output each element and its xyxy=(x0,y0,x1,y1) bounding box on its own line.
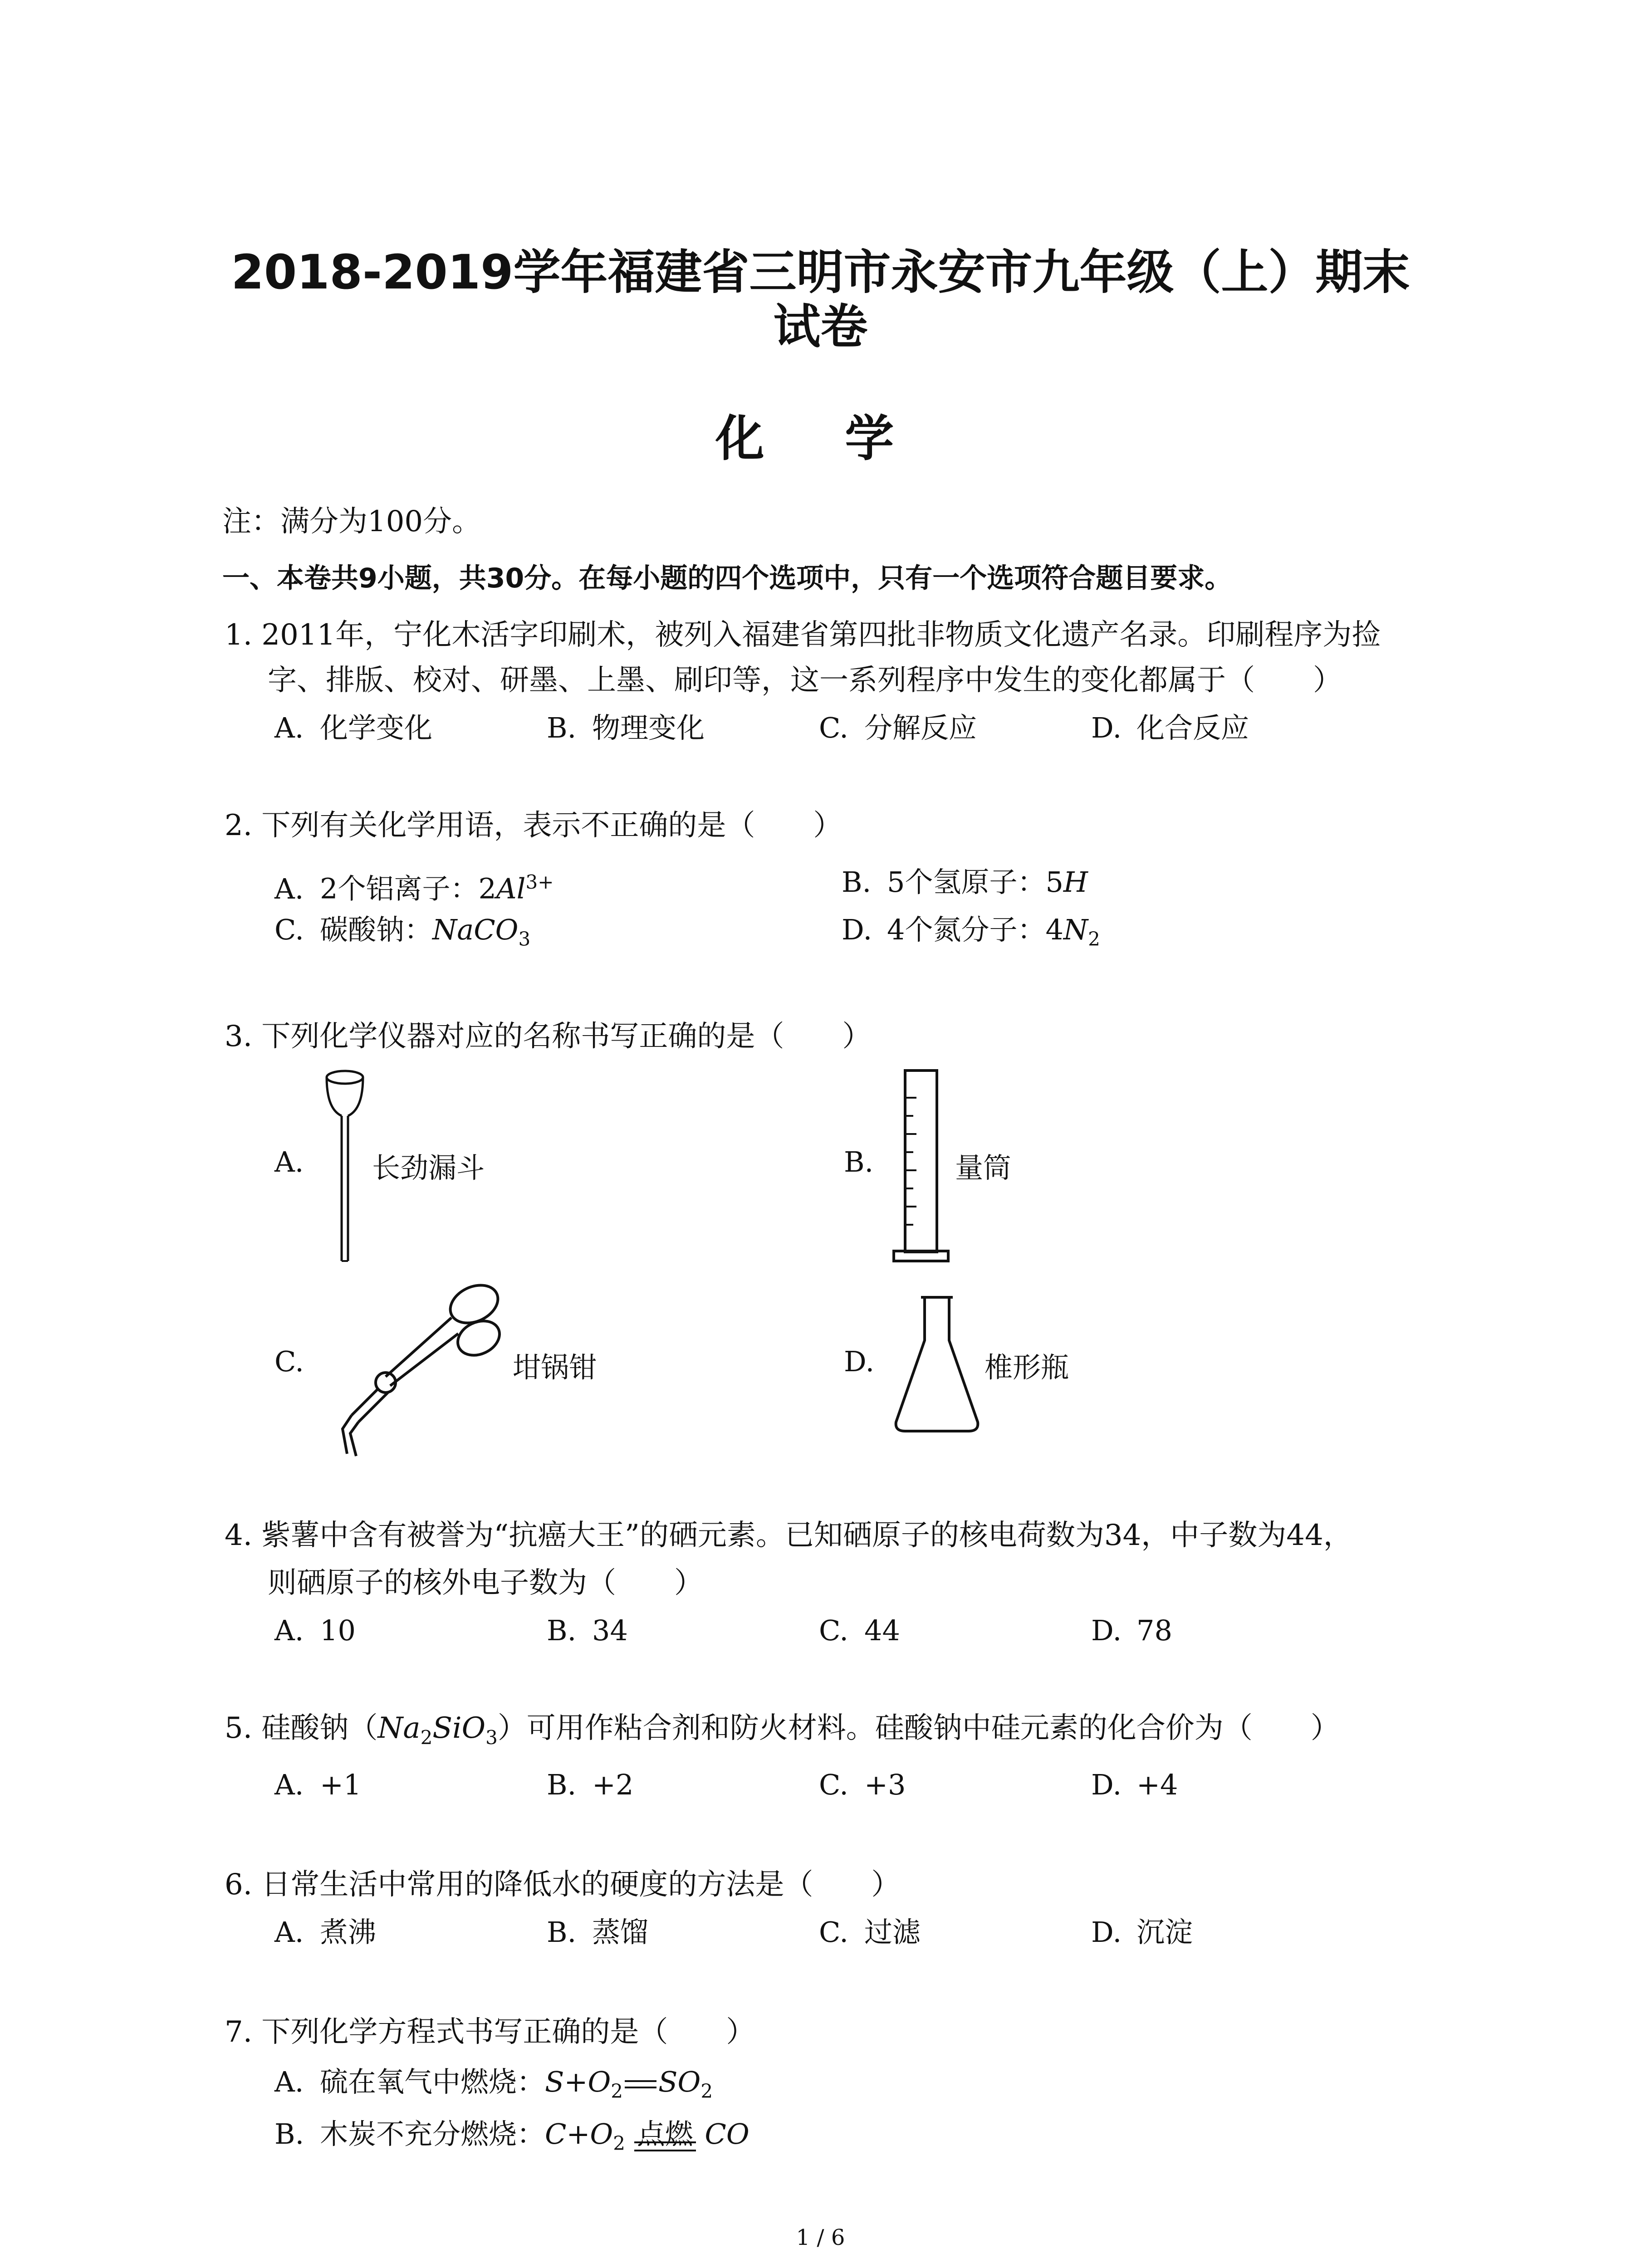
q2-b-formula: H xyxy=(1063,865,1088,899)
q2-option-b xyxy=(842,864,1088,900)
q2-d-formula: N xyxy=(1063,913,1088,946)
q7-a-eq-left-sub: 2 xyxy=(611,2080,623,2102)
q3-a-name: 长劲漏斗 xyxy=(372,1151,485,1184)
q2-a-text: 2个铝离子：2 xyxy=(320,872,496,905)
q4-option-b xyxy=(547,1613,628,1649)
q1-a-text: 化学变化 xyxy=(320,711,433,744)
equals-sign-icon xyxy=(625,2080,656,2088)
q5-formula-na: Na xyxy=(377,1711,421,1745)
q5-option-b xyxy=(547,1767,633,1803)
reaction-condition xyxy=(634,2116,696,2152)
q5-a-key: A. xyxy=(274,1768,304,1801)
q5-d-key: D. xyxy=(1091,1768,1122,1801)
q2-a-formula: Al xyxy=(496,872,526,905)
q4-b-key: B. xyxy=(547,1614,577,1647)
q6-option-b xyxy=(547,1914,648,1950)
q6-d-text: 沉淀 xyxy=(1136,1916,1193,1949)
q1-b-text: 物理变化 xyxy=(592,711,705,744)
q2-d-sub: 2 xyxy=(1088,928,1100,950)
q5-d-text: +4 xyxy=(1136,1768,1178,1801)
q2-stem: 2. 下列有关化学用语，表示不正确的是（ ） xyxy=(225,809,843,842)
q7-a-eq-left: S+O xyxy=(545,2065,611,2098)
q7-b-text: 木炭不充分燃烧： xyxy=(320,2117,545,2151)
q6-a-key: A. xyxy=(274,1916,304,1949)
q1-stem-line2: 字、排版、校对、研墨、上墨、刷印等，这一系列程序中发生的变化都属于（ ） xyxy=(268,664,1342,697)
page-number: 1 / 6 xyxy=(796,2225,845,2250)
q6-b-text: 蒸馏 xyxy=(592,1916,649,1949)
q7-b-condition: 点燃 xyxy=(637,2117,693,2151)
q4-stem-line1: 4. 紫薯中含有被誉为“抗癌大王”的硒元素。已知硒原子的核电荷数为34，中子数为44， xyxy=(225,1519,1352,1552)
q7-b-eq-left: C+O xyxy=(545,2117,613,2151)
q7-option-a xyxy=(274,2064,713,2109)
conical-flask-icon xyxy=(889,1293,985,1438)
q2-b-text: 5个氢原子：5 xyxy=(887,865,1063,899)
q1-stem-line1: 1. 2011年，宁化木活字印刷术，被列入福建省第四批非物质文化遗产名录。印刷程序为捡 xyxy=(225,618,1381,652)
q4-a-text: 10 xyxy=(320,1614,356,1647)
q2-d-key: D. xyxy=(842,913,872,946)
q5-b-key: B. xyxy=(547,1768,577,1801)
q2-d-text: 4个氮分子：4 xyxy=(887,913,1063,946)
score-note: 注：满分为100分。 xyxy=(222,505,481,538)
q1-option-a xyxy=(274,710,432,746)
q3-b-key: B. xyxy=(844,1145,874,1178)
q4-d-key: D. xyxy=(1091,1614,1122,1647)
double-underline-icon xyxy=(634,2141,696,2151)
q3-a-key: A. xyxy=(274,1145,304,1178)
q6-c-key: C. xyxy=(819,1916,848,1949)
q4-option-a xyxy=(274,1613,356,1649)
q4-b-text: 34 xyxy=(592,1614,628,1647)
q4-a-key: A. xyxy=(274,1614,304,1647)
q1-option-c xyxy=(819,710,977,746)
exam-title-line1: 2018-2019学年福建省三明市永安市九年级（上）期末 xyxy=(231,244,1410,300)
section-1-heading: 一、本卷共9小题，共30分。在每小题的四个选项中，只有一个选项符合题目要求。 xyxy=(222,562,1232,594)
q3-d-name: 椎形瓶 xyxy=(985,1351,1069,1384)
q6-d-key: D. xyxy=(1091,1916,1122,1949)
q7-a-eq-right: SO xyxy=(658,2065,701,2098)
q2-c-sub: 3 xyxy=(518,928,531,950)
q5-stem-post: ）可用作粘合剂和防火材料。硅酸钠中硅元素的化合价为（ ） xyxy=(497,1711,1340,1745)
q2-c-key: C. xyxy=(274,913,304,946)
q6-c-text: 过滤 xyxy=(864,1916,921,1949)
q1-d-text: 化合反应 xyxy=(1136,711,1249,744)
q5-a-text: +1 xyxy=(320,1768,362,1801)
q1-c-key: C. xyxy=(819,711,848,744)
q2-b-key: B. xyxy=(842,865,872,899)
q5-option-c xyxy=(819,1767,906,1803)
q6-option-a xyxy=(274,1914,376,1950)
measuring-cylinder-icon xyxy=(887,1066,960,1266)
q5-c-text: +3 xyxy=(864,1768,906,1801)
q4-stem-line2: 则硒原子的核外电子数为（ ） xyxy=(268,1566,703,1600)
q5-c-key: C. xyxy=(819,1768,848,1801)
q5-stem xyxy=(225,1710,1340,1756)
q5-b-text: +2 xyxy=(592,1768,634,1801)
q6-b-key: B. xyxy=(547,1916,577,1949)
q6-stem: 6. 日常生活中常用的降低水的硬度的方法是（ ） xyxy=(225,1868,901,1901)
q1-a-key: A. xyxy=(274,711,304,744)
q5-sub-si: 3 xyxy=(485,1726,498,1749)
q6-option-c xyxy=(819,1914,921,1950)
q2-option-a xyxy=(274,864,554,907)
q7-a-eq-right-sub: 2 xyxy=(700,2080,713,2102)
q2-c-formula: NaCO xyxy=(432,913,519,946)
q2-a-charge: 3+ xyxy=(525,871,554,893)
q7-a-text: 硫在氧气中燃烧： xyxy=(320,2065,545,2098)
q7-a-key: A. xyxy=(274,2065,304,2098)
q5-option-d xyxy=(1091,1767,1178,1803)
q7-b-eq-right: CO xyxy=(705,2117,749,2151)
exam-title-line2: 试卷 xyxy=(773,299,868,354)
q1-b-key: B. xyxy=(547,711,577,744)
q4-option-c xyxy=(819,1613,900,1649)
q7-b-key: B. xyxy=(274,2117,304,2151)
q7-stem: 7. 下列化学方程式书写正确的是（ ） xyxy=(225,2015,755,2049)
q3-stem: 3. 下列化学仪器对应的名称书写正确的是（ ） xyxy=(225,1020,872,1053)
q4-d-text: 78 xyxy=(1136,1614,1172,1647)
long-neck-funnel-icon xyxy=(320,1066,370,1266)
q1-c-text: 分解反应 xyxy=(864,711,977,744)
subject-heading: 化 学 xyxy=(715,411,926,467)
q2-option-c xyxy=(274,912,530,957)
q5-option-a xyxy=(274,1767,361,1803)
q5-formula-si: SiO xyxy=(432,1711,486,1745)
q3-b-name: 量筒 xyxy=(955,1151,1012,1184)
q2-a-key: A. xyxy=(274,872,304,905)
crucible-tongs-icon xyxy=(322,1279,508,1461)
q7-b-eq-left-sub: 2 xyxy=(613,2132,625,2155)
q3-c-name: 坩锅钳 xyxy=(513,1351,598,1384)
q6-option-d xyxy=(1091,1914,1193,1950)
q4-option-d xyxy=(1091,1613,1172,1649)
q2-c-text: 碳酸钠： xyxy=(320,913,433,946)
q2-option-d xyxy=(842,912,1100,957)
q3-d-key: D. xyxy=(844,1345,875,1378)
q4-c-text: 44 xyxy=(864,1614,900,1647)
q1-d-key: D. xyxy=(1091,711,1122,744)
q5-sub-na: 2 xyxy=(420,1726,433,1749)
q3-c-key: C. xyxy=(274,1345,304,1378)
q1-option-b xyxy=(547,710,705,746)
q4-c-key: C. xyxy=(819,1614,848,1647)
q7-option-b xyxy=(274,2116,749,2161)
q1-option-d xyxy=(1091,710,1249,746)
q6-a-text: 煮沸 xyxy=(320,1916,377,1949)
q5-stem-pre: 5. 硅酸钠（ xyxy=(225,1711,378,1745)
